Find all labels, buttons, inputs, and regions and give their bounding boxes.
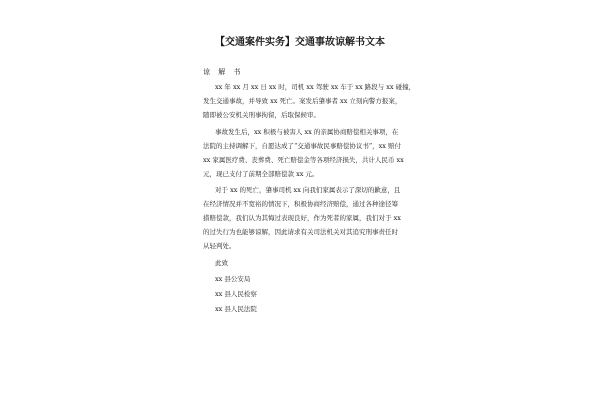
closing-text: 此致 — [215, 259, 228, 267]
body-line: 事故发生后，xx 积极与被害人 xx 的亲属协商赔偿相关事项，在 — [215, 128, 399, 136]
body-line: 对于 xx 的死亡，肇事司机 xx 向我们家属表示了深切的歉意，且 — [215, 186, 401, 194]
document-heading: 谅 解 书 — [203, 68, 244, 76]
recipient-line: xx 县人民检察 — [215, 290, 257, 298]
body-line: 在经济情况并不宽裕的情况下，积极协商经济赔偿，通过各种途径筹 — [203, 200, 398, 208]
body-line: 元，现已支付了前期全部赔偿款 xx 元。 — [203, 170, 319, 178]
recipient-line: xx 县人民法院 — [215, 305, 257, 313]
body-line: 发生交通事故，并导致 xx 死亡。案发后肇事者 xx 立刻向警方报案， — [203, 97, 402, 105]
body-line: xx 年 xx 月 xx 日 xx 时，司机 xx 驾驶 xx 车于 xx 路段与 xx 碰撞， — [215, 83, 416, 91]
body-line: 从轻判处。 — [203, 242, 236, 250]
body-line: 的过失行为也能够谅解，因此请求有关司法机关对其追究刑事责任时 — [203, 228, 398, 236]
document-title: 【交通案件实务】交通事故谅解书文本 — [215, 37, 385, 48]
body-line: 随即被公安机关刑事拘留，后取保候审。 — [203, 111, 320, 119]
body-line: 法院的主持调解下，自愿达成了“交通事故民事赔偿协议书”，xx 赔付 — [203, 142, 402, 150]
recipient-line: xx 县公安局 — [215, 275, 251, 283]
body-line: xx 家属医疗费、丧葬费、死亡赔偿金等各项经济损失，共计人民币 xx — [203, 156, 404, 164]
body-line: 措赔偿款，我们认为其悔过表现良好，作为死者的家属，我们对于 xx — [203, 214, 401, 222]
